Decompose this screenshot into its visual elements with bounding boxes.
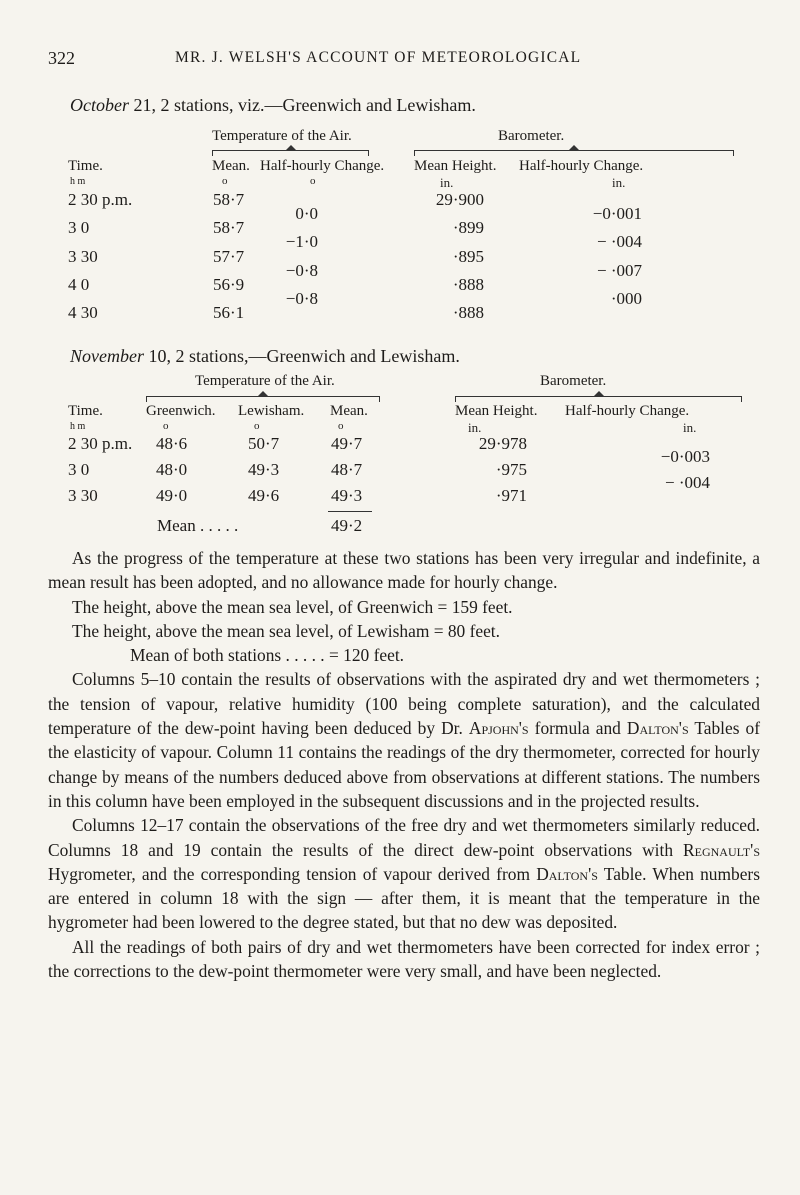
table1-change-row-3: −0·8 xyxy=(285,261,318,280)
table2-height-row-3: ·971 xyxy=(495,486,527,505)
table1-unit-height: in. xyxy=(440,175,454,190)
paragraph-columns-12-17 xyxy=(48,813,760,934)
table1-height-row-3: ·895 xyxy=(452,247,484,266)
body-text xyxy=(48,546,760,983)
table2-deg-lewisham: o xyxy=(254,420,260,432)
table1-mean-row-4: 56·9 xyxy=(213,275,245,294)
table2-overall-label: Mean . . . . . xyxy=(157,516,239,535)
table2-greenwich-row-3: 49·0 xyxy=(156,486,188,505)
table1-col-half-change-baro: Half-hourly Change. xyxy=(519,158,644,174)
table1-baro-change-row-3: − ·007 xyxy=(597,261,642,280)
table2-time-row-2: 3 0 xyxy=(68,460,90,479)
table2-title xyxy=(70,346,460,367)
table2-mean-row-1: 49·7 xyxy=(331,434,363,453)
table2-unit-change: in. xyxy=(683,420,697,435)
table1-mean-row-1: 58·7 xyxy=(213,190,245,209)
table2-greenwich-row-2: 48·0 xyxy=(156,460,188,479)
table1-baro-change-row-1: −0·001 xyxy=(592,204,642,223)
table2-unit-height: in. xyxy=(468,420,482,435)
table1-deg-change: o xyxy=(310,175,316,187)
table2-baro-change-row-1: −0·003 xyxy=(660,447,710,466)
paragraph-columns-5-10 xyxy=(48,667,760,813)
p3-part-c: Table. When numbers are entered in column 18 with the sign — after them, it is meant that the temperature in the hygrometer had been lowered to the degree stated, but that no dew was deposited. xyxy=(48,863,760,933)
table2-temp-brace xyxy=(146,396,380,402)
p2-dalton: Dalton's xyxy=(626,718,689,739)
table1-height-row-4: ·888 xyxy=(452,275,484,294)
table1-unit-change: in. xyxy=(612,175,626,190)
table2-lewisham-row-3: 49·6 xyxy=(248,486,280,505)
height-mean: Mean of both stations . . . . . = 120 feet. xyxy=(130,645,405,666)
table2-baro-brace xyxy=(455,396,742,402)
table2-lewisham-row-2: 49·3 xyxy=(248,460,280,479)
table2-time-row-3: 3 30 xyxy=(68,486,98,505)
table2-title-rest: 10, 2 stations,—Greenwich and Lewisham. xyxy=(143,346,460,366)
table1-title-month: October xyxy=(70,95,129,115)
table2-title-month: November xyxy=(70,346,144,366)
table1-height-row-2: ·899 xyxy=(452,218,484,237)
table2-deg-mean: o xyxy=(338,420,344,432)
table1-height-row-5: ·888 xyxy=(452,303,484,322)
table2-height-row-2: ·975 xyxy=(495,460,527,479)
p2-apjohn: Apjohn's xyxy=(468,718,529,739)
p2-part-b: formula and xyxy=(528,718,627,739)
table2-col-greenwich: Greenwich. xyxy=(146,403,216,419)
table1-baro-change-row-4: ·000 xyxy=(610,289,642,308)
table2-baro-change-row-2: − ·004 xyxy=(665,473,710,492)
table1-mean-row-3: 57·7 xyxy=(213,247,245,266)
table2-overall-value: 49·2 xyxy=(331,516,363,535)
table1-baro-change-row-2: − ·004 xyxy=(597,232,642,251)
table2-sum-rule xyxy=(328,511,372,512)
page-number: 322 xyxy=(48,48,75,68)
table1-group-temp: Temperature of the Air. xyxy=(212,128,352,144)
table1-deg-mean: o xyxy=(222,175,228,187)
table1-col-time: Time. xyxy=(68,158,103,174)
table1-temp-brace xyxy=(212,150,369,156)
running-title: MR. J. WELSH'S ACCOUNT OF METEOROLOGICAL xyxy=(175,49,582,66)
table1-col-half-change: Half-hourly Change. xyxy=(260,158,385,174)
table1-baro-brace xyxy=(414,150,734,156)
table1-mean-row-2: 58·7 xyxy=(213,218,245,237)
p2-part-a: Columns 5–10 contain the results of observations with the aspirated dry and wet thermometers ; the tension of vapour, relative humidity (100 being complete saturation), and the calculated temperature of the dew-point having been deduced by Dr. xyxy=(48,669,760,739)
height-lewisham: The height, above the mean sea level, of Lewisham = 80 feet. xyxy=(72,620,500,641)
table2-col-mean-height: Mean Height. xyxy=(455,403,538,419)
paragraph-corrections: All the readings of both pairs of dry and wet thermometers have been corrected for index error ; the corrections to the dew-point thermometer were very small, and have been neglected. xyxy=(48,936,760,982)
table1-change-row-1: 0·0 xyxy=(295,204,318,223)
table2-mean-row-2: 48·7 xyxy=(331,460,363,479)
paragraph-progress: As the progress of the temperature at these two stations has been very irregular and indefinite, a mean result has been adopted, and no allowance made for hourly change. xyxy=(48,548,760,593)
p2-part-c: Tables of the elasticity of vapour. Column 11 contains the readings of the dry thermometer, corrected for hourly change by means of the numbers deduced above from observations at different stations. The numbers in this column have been employed in the subsequent discussions and in the projected results. xyxy=(48,718,761,811)
table1-time-row-5: 4 30 xyxy=(68,303,98,322)
table2-group-baro: Barometer. xyxy=(540,373,607,389)
table2-col-mean: Mean. xyxy=(330,403,368,419)
table1-title xyxy=(70,95,476,116)
table2-greenwich-row-1: 48·6 xyxy=(156,434,188,453)
p3-part-b: Hygrometer, and the corresponding tension of vapour derived from xyxy=(48,863,537,884)
table2-deg-greenwich: o xyxy=(163,420,169,432)
table2-col-half-change-baro: Half-hourly Change. xyxy=(565,403,690,419)
table2-height-row-1: 29·978 xyxy=(478,434,527,453)
table1-col-mean-height: Mean Height. xyxy=(414,158,497,174)
table1-change-row-4: −0·8 xyxy=(285,289,318,308)
table1-change-row-2: −1·0 xyxy=(285,232,318,251)
table2-col-time: Time. xyxy=(68,403,103,419)
table2-time-row-1: 2 30 p.m. xyxy=(68,434,133,453)
table1-group-baro: Barometer. xyxy=(498,128,565,144)
table1-col-mean: Mean. xyxy=(212,158,250,174)
height-greenwich: The height, above the mean sea level, of Greenwich = 159 feet. xyxy=(72,596,513,617)
table2-group-temp: Temperature of the Air. xyxy=(195,373,335,389)
table1-title-rest: 21, 2 stations, viz.—Greenwich and Lewisham. xyxy=(128,95,476,115)
p3-regnault: Regnault's xyxy=(683,839,760,860)
table1-time-row-4: 4 0 xyxy=(68,275,90,294)
table2-col-time-units: h m xyxy=(70,421,86,432)
table1-time-row-2: 3 0 xyxy=(68,218,90,237)
table1-mean-row-5: 56·1 xyxy=(213,303,245,322)
p3-part-a: Columns 12–17 contain the observations of the free dry and wet thermometers similarly reduced. Columns 18 and 19 contain the results of the direct dew-point observations with xyxy=(48,815,760,860)
table1-height-row-1: 29·900 xyxy=(435,190,484,209)
table2-col-lewisham: Lewisham. xyxy=(238,403,305,419)
table1-time-row-1: 2 30 p.m. xyxy=(68,190,133,209)
table2-lewisham-row-1: 50·7 xyxy=(248,434,280,453)
table1-col-time-units: h m xyxy=(70,176,86,187)
table1-time-row-3: 3 30 xyxy=(68,247,98,266)
p3-dalton: Dalton's xyxy=(536,863,598,884)
table2-mean-row-3: 49·3 xyxy=(331,486,363,505)
